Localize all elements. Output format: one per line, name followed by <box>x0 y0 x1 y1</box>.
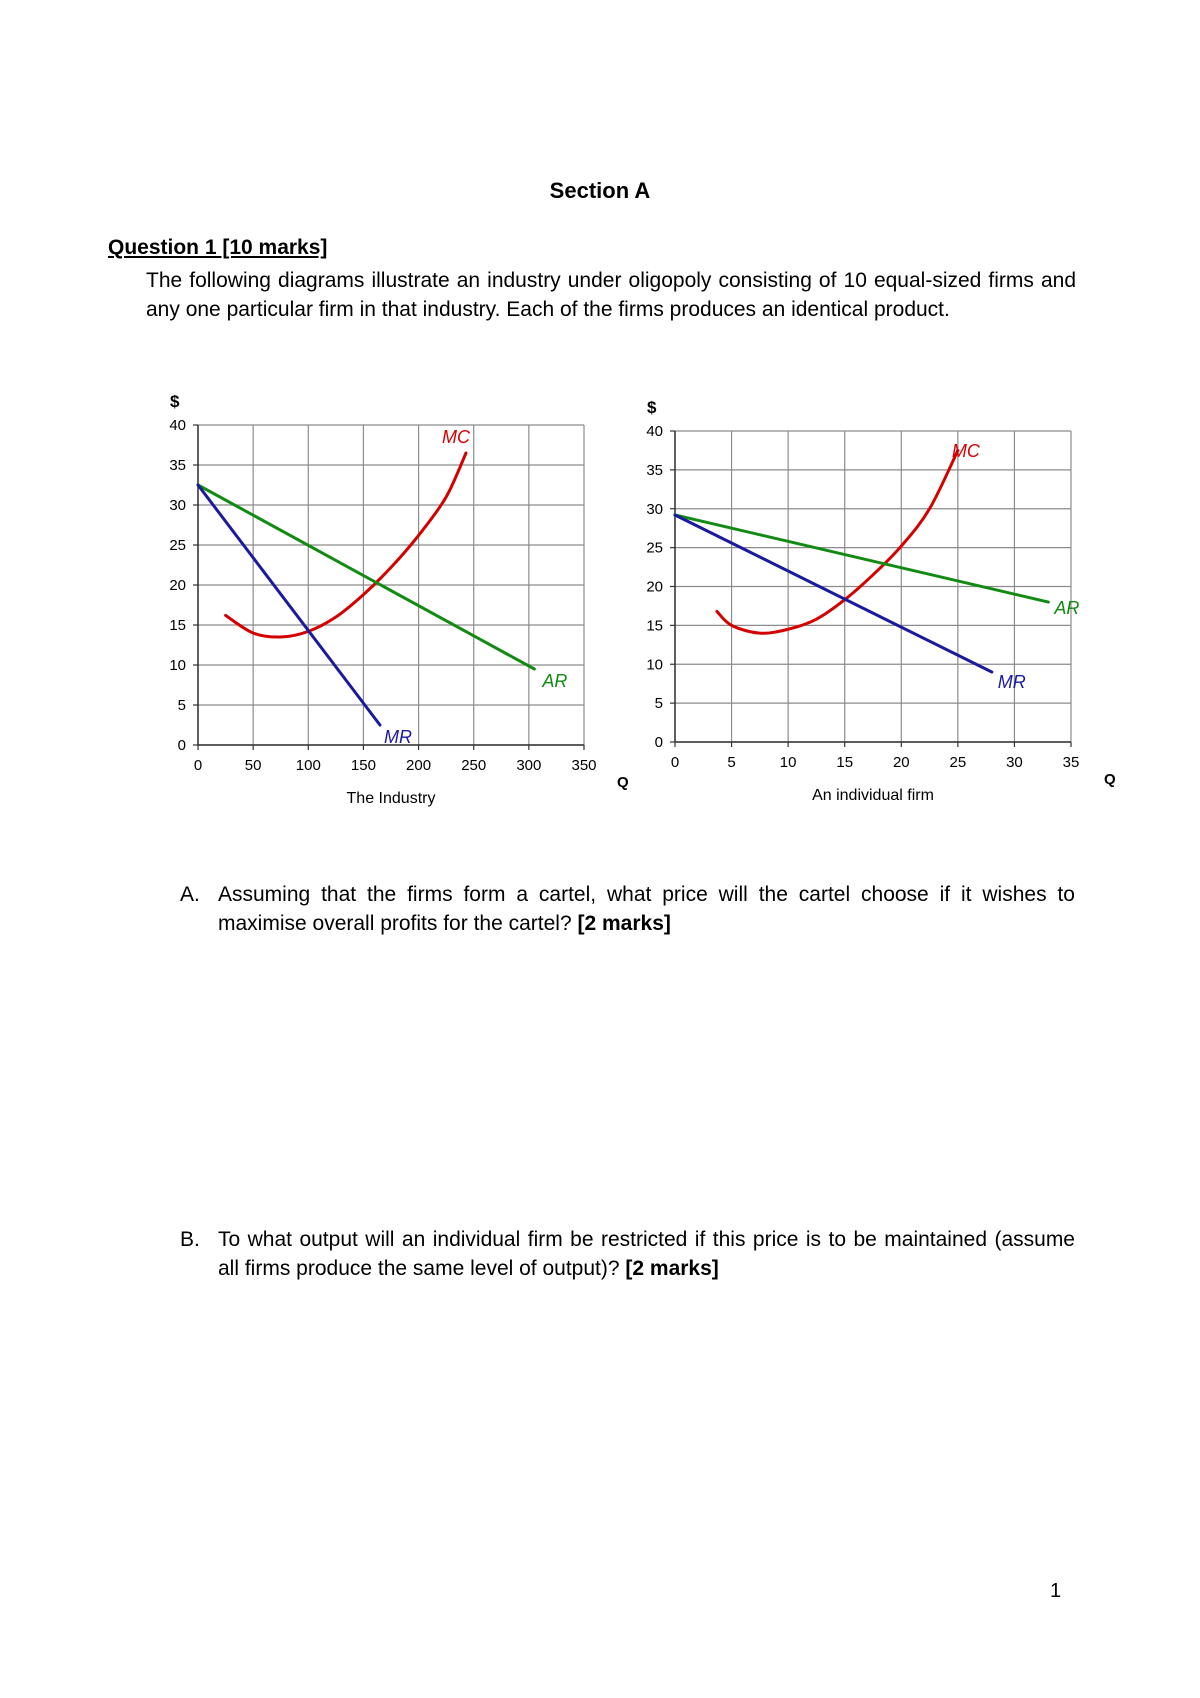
industry-chart-svg <box>150 385 630 830</box>
x-tick-label: 5 <box>727 754 736 771</box>
question-a-text: Assuming that the firms form a cartel, what price will the cartel choose if it wishes to maximise overall profits for the cartel? <box>218 883 1075 935</box>
y-tick-label: 15 <box>646 617 663 635</box>
section-title: Section A <box>549 178 651 203</box>
x-axis-label: The Industry <box>346 790 436 807</box>
y-tick-label: 20 <box>169 577 186 594</box>
y-tick-label: 20 <box>646 578 663 596</box>
series-line-mc <box>717 450 958 633</box>
y-tick-label: 35 <box>646 461 663 479</box>
y-tick-label: 0 <box>654 734 663 751</box>
y-tick-label: 40 <box>646 423 663 440</box>
question-title: Question 1 [10 marks] <box>108 236 328 259</box>
x-tick-label: 25 <box>949 754 967 771</box>
x-tick-label: 15 <box>836 754 854 771</box>
question-intro: The following diagrams illustrate an industry under oligopoly consisting of 10 equal-sized firms and any one particular firm in that industry. Each of the firms produces an identical product. <box>146 269 1076 321</box>
y-axis-symbol: $ <box>647 398 657 417</box>
question-a-letter: A. <box>180 883 200 906</box>
series-label-mc: MC <box>951 441 980 461</box>
question-b-text: To what output will an individual firm be restricted if this price is to be maintained (assume all firms produce the same level of output)? <box>218 1228 1075 1280</box>
x-tick-label: 0 <box>193 757 203 774</box>
x-axis-label: An individual firm <box>812 787 934 804</box>
x-tick-label: 50 <box>244 757 262 774</box>
question-b-marks: [2 marks] <box>625 1257 719 1280</box>
x-tick-label: 10 <box>779 754 797 771</box>
x-tick-label: 250 <box>461 757 487 774</box>
x-tick-label: 350 <box>571 757 597 774</box>
x-axis-symbol: Q <box>1104 771 1116 788</box>
x-tick-label: 150 <box>350 757 376 774</box>
x-tick-label: 30 <box>1006 754 1023 771</box>
series-line-mr <box>675 515 992 672</box>
y-tick-label: 5 <box>177 697 186 714</box>
x-tick-label: 35 <box>1062 754 1080 771</box>
series-label-ar: AR <box>542 671 568 691</box>
y-tick-label: 10 <box>646 656 663 674</box>
y-tick-label: 35 <box>169 457 186 474</box>
x-tick-label: 0 <box>670 754 680 771</box>
question-b-letter: B. <box>180 1228 200 1251</box>
series-line-ar <box>198 485 534 669</box>
question-b <box>180 1225 1075 1283</box>
series-label-mr: MR <box>383 727 412 747</box>
x-tick-label: 100 <box>295 757 321 774</box>
question-a-marks: [2 marks] <box>577 912 671 935</box>
y-tick-label: 10 <box>169 657 186 674</box>
x-tick-label: 200 <box>406 757 432 774</box>
y-tick-label: 30 <box>646 500 663 518</box>
industry-chart <box>150 385 630 830</box>
y-axis-symbol: $ <box>170 392 180 411</box>
y-tick-label: 5 <box>654 695 663 713</box>
y-tick-label: 40 <box>169 417 186 434</box>
firm-chart-svg <box>630 385 1120 830</box>
y-tick-label: 15 <box>169 617 186 634</box>
y-tick-label: 25 <box>169 537 186 554</box>
question-a <box>180 880 1075 938</box>
x-tick-label: 20 <box>892 754 910 771</box>
x-axis-symbol: Q <box>617 774 629 791</box>
series-label-mr: MR <box>997 672 1026 693</box>
firm-chart <box>630 385 1120 830</box>
x-tick-label: 300 <box>516 757 542 774</box>
series-label-mc: MC <box>441 427 470 447</box>
y-tick-label: 25 <box>646 539 663 557</box>
series-label-ar: AR <box>1054 598 1080 619</box>
page-number: 1 <box>1050 1580 1062 1602</box>
y-tick-label: 30 <box>169 497 186 514</box>
y-tick-label: 0 <box>177 737 186 754</box>
